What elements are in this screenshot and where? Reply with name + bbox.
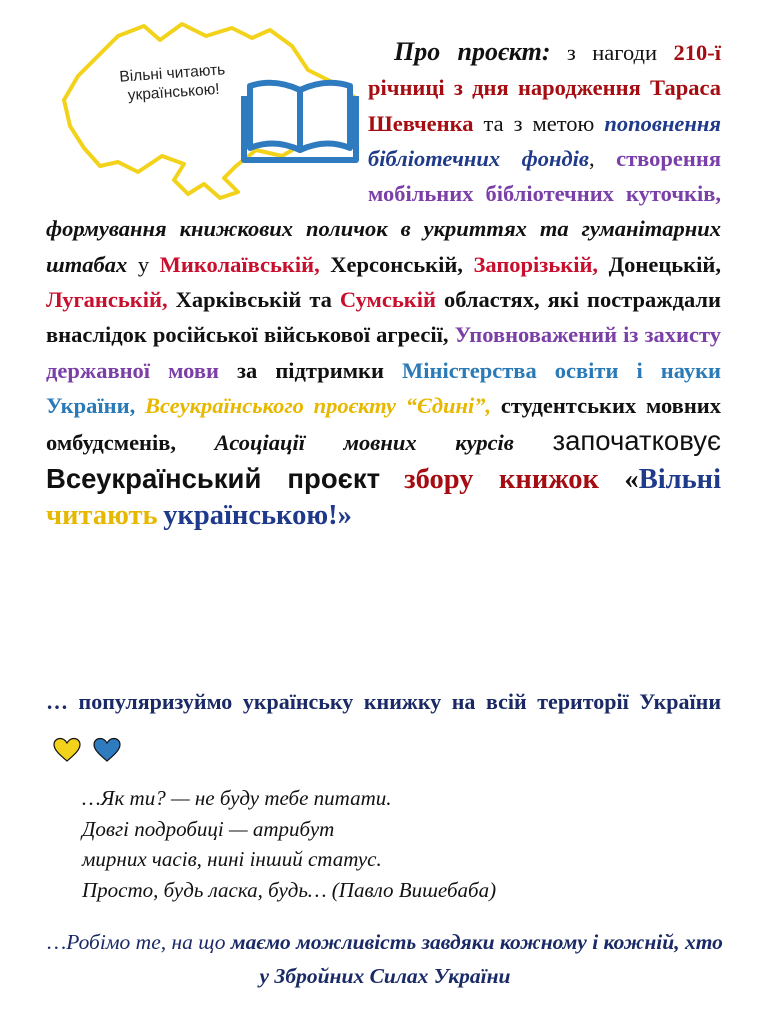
aim-library-funds: поповнення бібліотечних фондів [368, 110, 721, 171]
book-collection-text: збору книжок [404, 463, 599, 495]
closing-emphasis: маємо можливість завдяки кожному і кожній, хто у Збройних Силах України [230, 930, 723, 988]
title-word-ukrainian: українською!» [163, 499, 352, 531]
blue-heart-icon [92, 737, 122, 763]
org-language-commissioner: Уповноважений із захисту державної мови [46, 322, 721, 383]
logo-line-2: українською! [127, 80, 221, 105]
region-donetsk: Донецькій, [598, 251, 721, 277]
closing-message [40, 925, 730, 993]
intro-paragraph: Про проєкт: з нагоди 210-ї річниці з дня народження Тараса Шевченка та з метою поповнення бібліотечних фондів, створення мобільних бібліотечних куточків, формування книжкових поличок в укриттях та гуманітарних штабах у Миколаївській, Херсонській, Запорізькій, Донецькій, Луганській, Харківській та Сумській областях, які постраждали внаслідок російської військової агресії, Уповноважений із захисту державної мови за підтримки Міністерства освіти і науки України, Всеукраїнського проєкту “Єдині”, студентських мовних омбудсменів, Асоціації мовних курсів започатковує Всеукраїнський проєкт збору книжок «Вільні читають українською!» [46, 37, 722, 531]
region-mykolaiv: Миколаївській, [159, 251, 320, 277]
region-kherson: Херсонській, [319, 251, 474, 277]
region-sumy: Сумській [339, 287, 436, 313]
title-word-free: Вільні [638, 463, 722, 495]
org-student-ombudsmen: студентських мовних омбудсменів, [46, 392, 721, 456]
org-ministry-education: Міністерства освіти і науки України, [46, 357, 721, 418]
aim-mobile-corners: створення мобільних бібліотечних куточків, [368, 145, 722, 207]
poem-line: мирних часів, нині інший статус. [82, 847, 382, 871]
poem-line: Просто, будь ласка, будь… (Павло Вишебаба) [82, 877, 497, 902]
launch-project: Всеукраїнський проєкт [46, 462, 381, 494]
aim-book-shelves: формування книжкових поличок в укриттях та гуманітарних штабах [46, 216, 721, 277]
closing-intro: …Робімо те, на що [47, 930, 231, 954]
poem-line: …Як ти? — не буду тебе питати. [82, 786, 392, 810]
region-luhansk: Луганській, [46, 287, 168, 313]
logo-line-1: Вільні читають [118, 61, 226, 86]
poem-quote [82, 783, 722, 905]
org-yedyni-project: Всеукраїнського проєкту “Єдині”, [144, 392, 492, 418]
title-word-read: читають [46, 499, 158, 531]
launch-verb: започатковує [552, 425, 721, 457]
about-label: Про проєкт: [394, 37, 551, 66]
project-description [46, 34, 721, 534]
org-language-courses: Асоціації мовних курсів [214, 430, 514, 456]
poem-line: Довгі подробиці — атрибут [82, 816, 335, 841]
yellow-heart-icon [52, 737, 82, 763]
anniversary-text: 210-ї річниці з дня народження Тараса Шевченка [368, 40, 721, 136]
affected-regions-text: областях, які постраждали внаслідок російської військової агресії, [46, 287, 721, 348]
region-zaporizhzhia: Запорізькій, [473, 251, 599, 277]
hearts [52, 726, 132, 770]
popularize-callout [46, 680, 721, 770]
region-kharkiv: Харківській та [167, 287, 340, 313]
popularize-text: … популяризуймо українську книжку на всій території України [46, 689, 721, 714]
